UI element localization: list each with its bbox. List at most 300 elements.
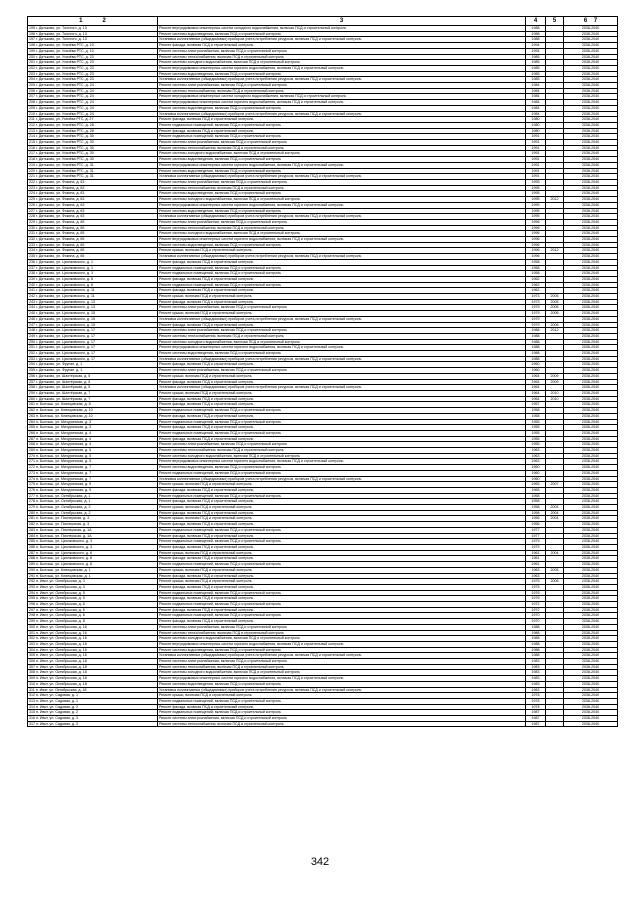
- address-cell: 249 г. Дятьково, ул. Циолковского, д. 17: [28, 333, 158, 339]
- work-cell: Ремонт фасада, включая ПСД и строительный контроль: [158, 487, 526, 493]
- period-cell: 2038-2040: [564, 197, 618, 203]
- year-built-cell: 1991: [526, 168, 546, 174]
- year-built-cell: 1996: [526, 231, 546, 237]
- address-cell: 257 г. Дятьково, ул. Шахтёрская, д. 5: [28, 379, 158, 385]
- address-cell: 222 г. Дятьково, ул. Фокина, д. 63: [28, 179, 158, 185]
- year-repair-cell: 2004: [546, 510, 564, 516]
- period-cell: 2038-2040: [564, 602, 618, 608]
- period-cell: 2038-2040: [564, 619, 618, 625]
- work-cell: Установка коллективных (общедомовых) приборов учета потребления ресурсов, включая ПСД и строительный контроль: [158, 687, 526, 693]
- period-cell: 2038-2040: [564, 100, 618, 106]
- address-cell: 291 п. Бытошь, ул. Клинцовская, д. 1: [28, 573, 158, 579]
- work-cell: Ремонт внутридомовых инженерных систем горячего водоснабжения, включая ПСД и строительный контроль: [158, 676, 526, 682]
- work-cell: Ремонт системы водоотведения, включая ПСД и строительный контроль: [158, 208, 526, 214]
- year-repair-cell: 2006: [546, 305, 564, 311]
- year-built-cell: 1988: [526, 339, 546, 345]
- year-repair-cell: 2005: [546, 294, 564, 300]
- address-cell: 310 п. Ивот, ул. Октябрьская, д. 18: [28, 681, 158, 687]
- work-cell: Ремонт системы водоотведения, включая ПСД и строительный контроль: [158, 157, 526, 163]
- year-repair-cell: 2004: [546, 505, 564, 511]
- work-cell: Ремонт подвальных помещений, включая ПСД и строительный контроль: [158, 539, 526, 545]
- period-cell: 2038-2040: [564, 294, 618, 300]
- year-built-cell: 1995: [526, 202, 546, 208]
- address-cell: 228 г. Дятьково, ул. Фокина, д. 63: [28, 214, 158, 220]
- period-cell: 2038-2040: [564, 276, 618, 282]
- period-cell: 2038-2040: [564, 579, 618, 585]
- period-cell: 2038-2040: [564, 71, 618, 77]
- period-cell: 2038-2040: [564, 311, 618, 317]
- period-cell: 2038-2040: [564, 647, 618, 653]
- address-cell: 199 г. Дятьково, ул. Ухачёва РТС, д. 10: [28, 48, 158, 54]
- address-cell: 223 г. Дятьково, ул. Фокина, д. 63: [28, 185, 158, 191]
- period-cell: 2038-2040: [564, 65, 618, 71]
- work-cell: Ремонт системы холодного водоснабжения, включая ПСД и строительный контроль: [158, 151, 526, 157]
- work-cell: Ремонт фасада, включая ПСД и строительный контроль: [158, 584, 526, 590]
- period-cell: 2038-2040: [564, 83, 618, 89]
- period-cell: 2038-2040: [564, 430, 618, 436]
- table-header-row: [28, 17, 618, 26]
- year-built-cell: 1975: [526, 584, 546, 590]
- work-cell: Ремонт внутридомовых инженерных систем холодного водоснабжения, включая ПСД и строительный контроль: [158, 26, 526, 32]
- address-cell: 299 п. Ивот, ул. Октябрьская, д. 8: [28, 619, 158, 625]
- year-repair-cell: 2004: [546, 516, 564, 522]
- year-built-cell: 1991: [526, 151, 546, 157]
- period-cell: 2038-2040: [564, 265, 618, 271]
- address-cell: 224 г. Дятьково, ул. Фокина, д. 63: [28, 191, 158, 197]
- address-cell: 218 г. Дятьково, ул. Ухачёва РТС, д. 30: [28, 157, 158, 163]
- address-cell: 250 г. Дятьково, ул. Циолковского, д. 17: [28, 339, 158, 345]
- year-built-cell: 1978: [526, 698, 546, 704]
- address-cell: 208 г. Дятьково, ул. Ухачёва РТС, д. 24: [28, 100, 158, 106]
- year-built-cell: 1970: [526, 613, 546, 619]
- year-built-cell: 1988: [526, 647, 546, 653]
- address-cell: 294 п. Ивот, ул. Октябрьская, д. 5: [28, 590, 158, 596]
- period-cell: 2038-2040: [564, 710, 618, 716]
- work-cell: Ремонт системы электроснабжения, включая ПСД и строительный контроль: [158, 48, 526, 54]
- work-cell: Ремонт фасада, включая ПСД и строительный контроль: [158, 544, 526, 550]
- year-repair-cell: 2006: [546, 579, 564, 585]
- address-cell: 295 п. Ивот, ул. Октябрьская, д. 5: [28, 596, 158, 602]
- work-cell: Установка коллективных (общедомовых) приборов учета потребления ресурсов, включая ПСД и строительный контроль: [158, 37, 526, 43]
- year-built-cell: 1991: [526, 174, 546, 180]
- period-cell: 2038-2040: [564, 533, 618, 539]
- year-built-cell: 1955: [526, 419, 546, 425]
- address-cell: 240 г. Дятьково, ул. Циолковского, д. 6: [28, 282, 158, 288]
- year-built-cell: 1958: [526, 265, 546, 271]
- work-cell: Ремонт системы теплоснабжения, включая ПСД и строительный контроль: [158, 88, 526, 94]
- year-built-cell: 1961: [526, 562, 546, 568]
- year-built-cell: 1996: [526, 248, 546, 254]
- address-cell: 263 п. Бытошь, ул. Клинцовская, д. 10: [28, 413, 158, 419]
- period-cell: 2038-2040: [564, 670, 618, 676]
- document-sheet: [27, 16, 617, 727]
- address-cell: 277 п. Бытошь, ул. Октябрьская, д. 1: [28, 493, 158, 499]
- year-built-cell: 1988: [526, 653, 546, 659]
- period-cell: 2038-2040: [564, 26, 618, 32]
- work-cell: Ремонт системы электроснабжения, включая ПСД и строительный контроль: [158, 179, 526, 185]
- period-cell: 2038-2040: [564, 550, 618, 556]
- year-built-cell: 1965: [526, 482, 546, 488]
- address-cell: 298 п. Ивот, ул. Октябрьская, д. 8: [28, 613, 158, 619]
- year-built-cell: 1955: [526, 425, 546, 431]
- work-cell: Ремонт крыши, включая ПСД и строительный контроль: [158, 567, 526, 573]
- work-cell: Ремонт системы водоотведения, включая ПСД и строительный контроль: [158, 168, 526, 174]
- address-cell: 201 г. Дятьково, ул. Ухачёва РТС, д. 23: [28, 60, 158, 66]
- period-cell: 2038-2040: [564, 476, 618, 482]
- period-cell: 2038-2040: [564, 31, 618, 37]
- work-cell: Ремонт системы электроснабжения, включая ПСД и строительный контроль: [158, 624, 526, 630]
- period-cell: 2038-2040: [564, 527, 618, 533]
- year-repair-cell: 2007: [546, 482, 564, 488]
- year-built-cell: 1984: [526, 100, 546, 106]
- work-cell: Ремонт системы водоотведения, включая ПСД и строительный контроль: [158, 31, 526, 37]
- period-cell: 2038-2040: [564, 316, 618, 322]
- address-cell: 301 п. Ивот, ул. Октябрьская, д. 16: [28, 630, 158, 636]
- address-cell: 307 п. Ивот, ул. Октябрьская, д. 18: [28, 664, 158, 670]
- period-cell: 2038-2040: [564, 419, 618, 425]
- period-cell: 2038-2040: [564, 231, 618, 237]
- work-cell: Ремонт системы водоотведения, включая ПСД и строительный контроль: [158, 647, 526, 653]
- address-cell: 308 п. Ивот, ул. Октябрьская, д. 18: [28, 670, 158, 676]
- period-cell: 2038-2040: [564, 145, 618, 151]
- year-built-cell: 1964: [526, 373, 546, 379]
- address-cell: 215 г. Дятьково, ул. Ухачёва РТС, д. 30: [28, 140, 158, 146]
- work-cell: Ремонт фасада, включая ПСД и строительный контроль: [158, 259, 526, 265]
- year-built-cell: 1961: [526, 550, 546, 556]
- address-cell: 262 п. Бытошь, ул. Клинцовская, д. 10: [28, 408, 158, 414]
- address-cell: 315 п. Ивот, ул. Садовая, д. 2: [28, 710, 158, 716]
- period-cell: 2038-2040: [564, 544, 618, 550]
- work-cell: Ремонт системы водоотведения, включая ПСД и строительный контроль: [158, 351, 526, 357]
- year-built-cell: 1988: [526, 37, 546, 43]
- address-cell: 244 г. Дятьково, ул. Циолковского, д. 13: [28, 305, 158, 311]
- period-cell: 2038-2040: [564, 596, 618, 602]
- table-row: [28, 721, 618, 727]
- period-cell: 2038-2040: [564, 271, 618, 277]
- address-cell: 214 г. Дятьково, ул. Ухачёва РТС, д. 30: [28, 134, 158, 140]
- period-cell: 2038-2040: [564, 664, 618, 670]
- period-cell: 2038-2040: [564, 379, 618, 385]
- address-cell: 202 г. Дятьково, ул. Ухачёва РТС, д. 23: [28, 65, 158, 71]
- work-cell: Ремонт фасада, включая ПСД и строительный контроль: [158, 619, 526, 625]
- address-cell: 227 г. Дятьково, ул. Фокина, д. 63: [28, 208, 158, 214]
- address-cell: 313 п. Ивот, ул. Садовая, д. 1: [28, 698, 158, 704]
- address-cell: 242 г. Дятьково, ул. Циолковского, д. 11: [28, 294, 158, 300]
- year-built-cell: 1988: [526, 345, 546, 351]
- period-cell: 2038-2040: [564, 117, 618, 123]
- period-cell: 2038-2040: [564, 299, 618, 305]
- work-cell: Ремонт крыши, включая ПСД и строительный контроль: [158, 516, 526, 522]
- address-cell: 272 п. Бытошь, ул. Мичуринская, д. 7: [28, 465, 158, 471]
- col-header-number-address: 1 2: [28, 17, 158, 26]
- period-cell: 2038-2040: [564, 396, 618, 402]
- work-cell: Ремонт системы электроснабжения, включая ПСД и строительный контроль: [158, 442, 526, 448]
- year-built-cell: 1996: [526, 225, 546, 231]
- period-cell: 2038-2040: [564, 716, 618, 722]
- work-cell: Ремонт подвальных помещений, включая ПСД и строительный контроль: [158, 134, 526, 140]
- period-cell: 2038-2040: [564, 499, 618, 505]
- page-number: 342: [310, 856, 330, 868]
- work-cell: Ремонт системы холодного водоснабжения, включая ПСД и строительный контроль: [158, 636, 526, 642]
- year-built-cell: 1963: [526, 453, 546, 459]
- year-built-cell: 1956: [526, 516, 546, 522]
- year-built-cell: 1994: [526, 43, 546, 49]
- year-built-cell: 1983: [526, 664, 546, 670]
- col-header-period: 6 7: [564, 17, 618, 26]
- year-built-cell: 1988: [526, 328, 546, 334]
- work-cell: Ремонт фасада, включая ПСД и строительный контроль: [158, 396, 526, 402]
- address-cell: 271 п. Бытошь, ул. Мичуринская, д. 5: [28, 459, 158, 465]
- work-cell: Ремонт подвальных помещений, включая ПСД и строительный контроль: [158, 265, 526, 271]
- year-built-cell: 1983: [526, 659, 546, 665]
- work-cell: Ремонт фасада, включая ПСД и строительный контроль: [158, 436, 526, 442]
- year-built-cell: 1963: [526, 573, 546, 579]
- year-built-cell: 1987: [526, 710, 546, 716]
- year-built-cell: 1991: [526, 157, 546, 163]
- year-built-cell: 1963: [526, 448, 546, 454]
- work-cell: Ремонт системы теплоснабжения, включая ПСД и строительный контроль: [158, 145, 526, 151]
- year-built-cell: 1958: [526, 499, 546, 505]
- work-cell: Ремонт крыши, включая ПСД и строительный контроль: [158, 311, 526, 317]
- address-cell: 258 г. Дятьково, ул. Шахтёрская, д. 5: [28, 385, 158, 391]
- year-built-cell: 1979: [526, 544, 546, 550]
- work-cell: Ремонт подвальных помещений, включая ПСД и строительный контроль: [158, 419, 526, 425]
- year-built-cell: 1962: [526, 288, 546, 294]
- year-built-cell: 1995: [526, 208, 546, 214]
- address-cell: 264 п. Бытошь, ул. Мичуринская, д. 3: [28, 419, 158, 425]
- work-cell: Установка коллективных (общедомовых) приборов учета потребления ресурсов, включая ПСД и строительный контроль: [158, 653, 526, 659]
- work-cell: Ремонт подвальных помещений, включая ПСД и строительный контроль: [158, 710, 526, 716]
- work-cell: Ремонт фасада, включая ПСД и строительный контроль: [158, 402, 526, 408]
- period-cell: 2038-2040: [564, 562, 618, 568]
- address-cell: 212 г. Дятьково, ул. Ухачёва РТС, д. 28: [28, 122, 158, 128]
- period-cell: 2038-2040: [564, 105, 618, 111]
- period-cell: 2038-2040: [564, 408, 618, 414]
- year-built-cell: 1980: [526, 117, 546, 123]
- period-cell: 2038-2040: [564, 282, 618, 288]
- year-built-cell: 1995: [526, 214, 546, 220]
- work-cell: Ремонт системы электроснабжения, включая ПСД и строительный контроль: [158, 83, 526, 89]
- year-built-cell: 1987: [526, 716, 546, 722]
- period-cell: 2038-2040: [564, 613, 618, 619]
- address-cell: 259 г. Дятьково, ул. Шахтёрская, д. 7: [28, 391, 158, 397]
- work-cell: Ремонт крыши, включая ПСД и строительный контроль: [158, 550, 526, 556]
- work-cell: Ремонт фасада, включая ПСД и строительный контроль: [158, 43, 526, 49]
- year-built-cell: 1979: [526, 539, 546, 545]
- address-cell: 293 п. Ивот, ул. Октябрьская, д. 3: [28, 584, 158, 590]
- work-cell: Ремонт крыши, включая ПСД и строительный контроль: [158, 482, 526, 488]
- address-cell: 254 г. Дятьково, ул. Фрунзе, д. 1: [28, 362, 158, 368]
- address-cell: 216 г. Дятьково, ул. Ухачёва РТС, д. 30: [28, 145, 158, 151]
- address-cell: 245 г. Дятьково, ул. Циолковского, д. 15: [28, 311, 158, 317]
- year-repair-cell: 2009: [546, 379, 564, 385]
- period-cell: 2038-2040: [564, 351, 618, 357]
- work-cell: Ремонт фасада, включая ПСД и строительный контроль: [158, 322, 526, 328]
- period-cell: 2038-2040: [564, 448, 618, 454]
- work-cell: Ремонт крыши, включая ПСД и строительный контроль: [158, 391, 526, 397]
- address-cell: 203 г. Дятьково, ул. Ухачёва РТС, д. 23: [28, 71, 158, 77]
- work-cell: Ремонт крыши, включая ПСД и строительный контроль: [158, 579, 526, 585]
- year-built-cell: 1961: [526, 556, 546, 562]
- work-cell: Ремонт системы теплоснабжения, включая ПСД и строительный контроль: [158, 448, 526, 454]
- work-cell: Ремонт системы теплоснабжения, включая ПСД и строительный контроль: [158, 185, 526, 191]
- year-built-cell: 1962: [526, 282, 546, 288]
- year-built-cell: 1973: [526, 299, 546, 305]
- address-cell: 241 г. Дятьково, ул. Циолковского, д. 11: [28, 288, 158, 294]
- work-cell: Ремонт системы водоотведения, включая ПСД и строительный контроль: [158, 465, 526, 471]
- period-cell: 2038-2040: [564, 88, 618, 94]
- period-cell: 2038-2040: [564, 573, 618, 579]
- period-cell: 2038-2040: [564, 653, 618, 659]
- col-header-year-built: 4: [526, 17, 546, 26]
- period-cell: 2038-2040: [564, 516, 618, 522]
- period-cell: 2038-2040: [564, 328, 618, 334]
- address-cell: 252 г. Дятьково, ул. Циолковского, д. 17: [28, 351, 158, 357]
- address-cell: 288 п. Бытошь, ул. Циолковского, д. 8: [28, 556, 158, 562]
- year-built-cell: 1977: [526, 527, 546, 533]
- year-built-cell: 1955: [526, 436, 546, 442]
- work-cell: Ремонт системы электроснабжения, включая ПСД и строительный контроль: [158, 219, 526, 225]
- period-cell: 2038-2040: [564, 60, 618, 66]
- work-cell: Установка коллективных (общедомовых) приборов учета потребления ресурсов, включая ПСД и строительный контроль: [158, 316, 526, 322]
- address-cell: 239 г. Дятьково, ул. Циолковского, д. 6: [28, 276, 158, 282]
- work-cell: Ремонт системы водоотведения, включая ПСД и строительный контроль: [158, 191, 526, 197]
- period-cell: 2038-2040: [564, 539, 618, 545]
- year-built-cell: 1994: [526, 48, 546, 54]
- period-cell: 2038-2040: [564, 219, 618, 225]
- address-cell: 238 г. Дятьково, ул. Циолковского, д. 3: [28, 271, 158, 277]
- year-repair-cell: 2012: [546, 197, 564, 203]
- address-cell: 312 п. Ивот, ул. Садовая, д. 1: [28, 693, 158, 699]
- address-cell: 278 п. Бытошь, ул. Октябрьская, д. 1: [28, 499, 158, 505]
- period-cell: 2038-2040: [564, 168, 618, 174]
- work-cell: Ремонт подвальных помещений, включая ПСД и строительный контроль: [158, 613, 526, 619]
- work-cell: Ремонт системы электроснабжения, включая ПСД и строительный контроль: [158, 716, 526, 722]
- period-cell: 2038-2040: [564, 157, 618, 163]
- year-built-cell: 1985: [526, 60, 546, 66]
- address-cell: 280 п. Бытошь, ул. Октябрьская, д. 2: [28, 510, 158, 516]
- address-cell: 285 п. Бытошь, ул. Циолковского, д. 3: [28, 539, 158, 545]
- period-cell: 2038-2040: [564, 242, 618, 248]
- year-built-cell: 1970: [526, 619, 546, 625]
- period-cell: 2038-2040: [564, 630, 618, 636]
- work-cell: Ремонт подвальных помещений, включая ПСД и строительный контроль: [158, 602, 526, 608]
- work-cell: Ремонт фасада, включая ПСД и строительный контроль: [158, 128, 526, 134]
- period-cell: 2038-2040: [564, 191, 618, 197]
- period-cell: 2038-2040: [564, 37, 618, 43]
- period-cell: 2038-2040: [564, 339, 618, 345]
- address-cell: 248 г. Дятьково, ул. Циолковского, д. 17: [28, 328, 158, 334]
- address-cell: 225 г. Дятьково, ул. Фокина, д. 63: [28, 197, 158, 203]
- work-cell: Установка коллективных (общедомовых) приборов учета потребления ресурсов, включая ПСД и строительный контроль: [158, 77, 526, 83]
- period-cell: 2038-2040: [564, 413, 618, 419]
- period-cell: 2038-2040: [564, 505, 618, 511]
- year-built-cell: 1958: [526, 505, 546, 511]
- address-cell: 269 п. Бытошь, ул. Мичуринская, д. 5: [28, 448, 158, 454]
- period-cell: 2038-2040: [564, 111, 618, 117]
- address-cell: 290 п. Бытошь, ул. Клинцовская, д. 1: [28, 567, 158, 573]
- address-cell: 204 г. Дятьково, ул. Ухачёва РТС, д. 23: [28, 77, 158, 83]
- year-repair-cell: 2009: [546, 373, 564, 379]
- work-cell: Ремонт системы холодного водоснабжения, включая ПСД и строительный контроль: [158, 453, 526, 459]
- work-cell: Ремонт фасада, включая ПСД и строительный контроль: [158, 607, 526, 613]
- period-cell: 2038-2040: [564, 77, 618, 83]
- address-cell: 287 п. Бытошь, ул. Циолковского, д. 6: [28, 550, 158, 556]
- work-cell: Ремонт подвальных помещений, включая ПСД и строительный контроль: [158, 122, 526, 128]
- work-cell: Ремонт подвальных помещений, включая ПСД и строительный контроль: [158, 527, 526, 533]
- work-cell: Ремонт системы электроснабжения, включая ПСД и строительный контроль: [158, 305, 526, 311]
- period-cell: 2038-2040: [564, 636, 618, 642]
- period-cell: 2038-2040: [564, 567, 618, 573]
- address-cell: 217 г. Дятьково, ул. Ухачёва РТС, д. 30: [28, 151, 158, 157]
- address-cell: 206 г. Дятьково, ул. Ухачёва РТС, д. 24: [28, 88, 158, 94]
- year-built-cell: 1991: [526, 140, 546, 146]
- year-repair-cell: 2012: [546, 328, 564, 334]
- year-built-cell: 1972: [526, 607, 546, 613]
- year-built-cell: 1960: [526, 476, 546, 482]
- address-cell: 279 п. Бытошь, ул. Октябрьская, д. 2: [28, 505, 158, 511]
- period-cell: 2038-2040: [564, 94, 618, 100]
- work-cell: Ремонт крыши, включая ПСД и строительный контроль: [158, 294, 526, 300]
- year-built-cell: 1964: [526, 385, 546, 391]
- year-built-cell: 1995: [526, 197, 546, 203]
- repair-schedule-table: [27, 16, 618, 727]
- period-cell: 2038-2040: [564, 122, 618, 128]
- year-built-cell: 1963: [526, 567, 546, 573]
- work-cell: Ремонт системы теплоснабжения, включая ПСД и строительный контроль: [158, 225, 526, 231]
- address-cell: 306 п. Ивот, ул. Октябрьская, д. 18: [28, 659, 158, 665]
- work-cell: Ремонт подвальных помещений, включая ПСД и строительный контроль: [158, 590, 526, 596]
- address-cell: 284 п. Бытошь, ул. Пионерская, д. 1А: [28, 533, 158, 539]
- address-cell: 268 п. Бытошь, ул. Мичуринская, д. 4: [28, 442, 158, 448]
- year-built-cell: 1972: [526, 602, 546, 608]
- year-built-cell: 1988: [526, 26, 546, 32]
- year-built-cell: 1958: [526, 413, 546, 419]
- period-cell: 2038-2040: [564, 641, 618, 647]
- period-cell: 2038-2040: [564, 362, 618, 368]
- address-cell: 304 п. Ивот, ул. Октябрьская, д. 16: [28, 647, 158, 653]
- work-cell: Ремонт системы теплоснабжения, включая ПСД и строительный контроль: [158, 54, 526, 60]
- address-cell: 256 г. Дятьково, ул. Шахтёрская, д. 5: [28, 373, 158, 379]
- work-cell: Ремонт фасада, включая ПСД и строительный контроль: [158, 425, 526, 431]
- work-cell: Установка коллективных (общедомовых) приборов учета потребления ресурсов, включая ПСД и строительный контроль: [158, 476, 526, 482]
- address-cell: 209 г. Дятьково, ул. Ухачёва РТС, д. 24: [28, 105, 158, 111]
- address-cell: 232 г. Дятьково, ул. Фокина, д. 65: [28, 237, 158, 243]
- period-cell: 2038-2040: [564, 487, 618, 493]
- year-repair-cell: 2006: [546, 322, 564, 328]
- year-built-cell: 1988: [526, 636, 546, 642]
- work-cell: Ремонт внутридомовых инженерных систем холодного водоснабжения, включая ПСД и строительный контроль: [158, 94, 526, 100]
- address-cell: 237 г. Дятьково, ул. Циолковского, д. 1: [28, 265, 158, 271]
- period-cell: 2038-2040: [564, 453, 618, 459]
- period-cell: 2038-2040: [564, 704, 618, 710]
- period-cell: 2038-2040: [564, 185, 618, 191]
- year-built-cell: 1988: [526, 356, 546, 362]
- year-built-cell: 1962: [526, 276, 546, 282]
- period-cell: 2038-2040: [564, 482, 618, 488]
- address-cell: 317 п. Ивот, ул. Садовая, д. 3: [28, 721, 158, 727]
- year-built-cell: 1958: [526, 510, 546, 516]
- work-cell: Ремонт системы водоотведения, включая ПСД и строительный контроль: [158, 242, 526, 248]
- address-cell: 226 г. Дятьково, ул. Фокина, д. 63: [28, 202, 158, 208]
- period-cell: 2038-2040: [564, 698, 618, 704]
- address-cell: 316 п. Ивот, ул. Садовая, д. 3: [28, 716, 158, 722]
- work-cell: Установка коллективных (общедомовых) приборов учета потребления ресурсов, включая ПСД и строительный контроль: [158, 214, 526, 220]
- period-cell: 2038-2040: [564, 333, 618, 339]
- work-cell: Ремонт подвальных помещений, включая ПСД и строительный контроль: [158, 493, 526, 499]
- period-cell: 2038-2040: [564, 465, 618, 471]
- work-cell: Ремонт фасада, включая ПСД и строительный контроль: [158, 510, 526, 516]
